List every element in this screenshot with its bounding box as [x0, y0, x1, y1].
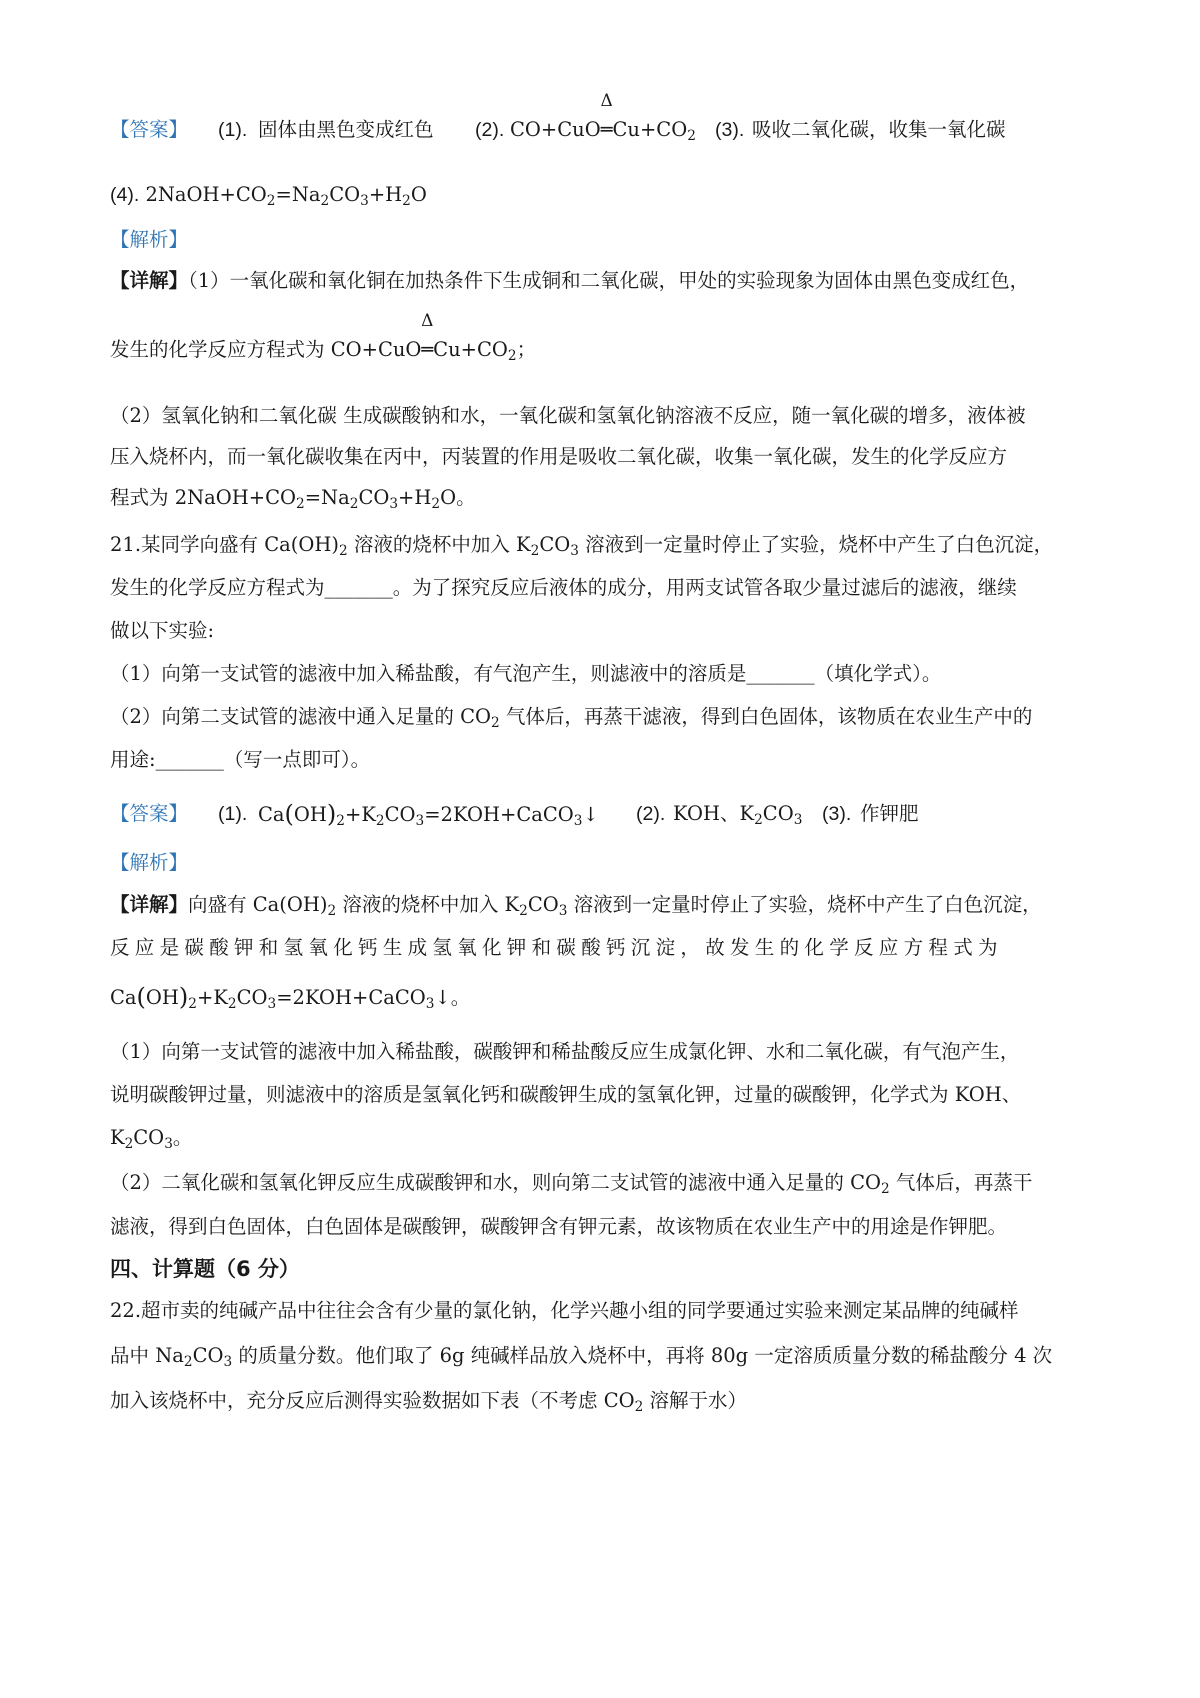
- q21-detail-line-8: 滤液，得到白色固体，白色固体是碳酸钾，碳酸钾含有钾元素，故该物质在农业生产中的用途是作钾肥。: [110, 1215, 1008, 1238]
- answer-1-text: 固体由黑色变成红色: [258, 118, 434, 141]
- q21-detail-line-2: 反应是碳酸钾和氢氧化钙生成氢氧化钾和碳酸钙沉淀，故发生的化学反应方程式为: [110, 936, 1003, 959]
- detail-tag: 【详解】: [110, 270, 189, 292]
- section-heading: 四、计算题（6 分）: [110, 1257, 300, 1281]
- q21-line-2: 发生的化学反应方程式为_______。为了探究反应后液体的成分，用两支试管各取少量过滤后的滤液，继续: [110, 576, 1017, 599]
- answer-number-1: (1).: [218, 119, 248, 141]
- q21-detail-line-7: （2）二氧化碳和氢氧化钾反应生成碳酸钾和水，则向第二支试管的滤液中通入足量的 $CO_2$ 气体后，再蒸干: [110, 1171, 1033, 1197]
- heat-condition-symbol: Δ: [600, 91, 613, 111]
- q21-detail-line-1: 【详解】向盛有 $Ca(OH)_2$ 溶液的烧杯中加入 $K_2CO_3$ 溶液到一定量时停止了实验，烧杯中产生了白色沉淀，: [110, 893, 1042, 919]
- answer-number-3: (3).: [715, 119, 745, 141]
- analysis-tag: 【解析】: [110, 851, 189, 874]
- q21-line-4: （1）向第一支试管的滤液中加入稀盐酸，有气泡产生，则滤液中的溶质是_______（填化学式）。: [110, 662, 942, 685]
- answer-number-3: (3).: [822, 803, 852, 825]
- q21-line-6: 用途:_______（写一点即可）。: [110, 748, 371, 771]
- detail-tag: 【详解】: [110, 894, 189, 916]
- q22-line-3: 加入该烧杯中，充分反应后测得实验数据如下表（不考虑 $CO_2$ 溶解于水）: [110, 1389, 747, 1415]
- answer-4-equation: $2NaOH+CO_2=Na_2CO_3+H_2O$: [145, 183, 427, 209]
- answer-number-2: (2).: [636, 803, 666, 825]
- analysis-tag: 【解析】: [110, 228, 189, 251]
- q21-detail-line-4: （1）向第一支试管的滤液中加入稀盐酸，碳酸钾和稀盐酸反应生成氯化钾、水和二氧化碳，有气泡产生，: [110, 1040, 1020, 1063]
- answer-tag: 【答案】: [110, 118, 189, 141]
- answer-number-4: (4).: [110, 184, 140, 206]
- heat-condition-symbol: Δ: [421, 311, 434, 331]
- detail-paragraph-2-line-1: （2）氢氧化钠和二氧化碳 生成碳酸钠和水，一氧化碳和氢氧化钠溶液不反应，随一氧化碳的增多，液体被: [110, 404, 1026, 427]
- q21-detail-line-6: $K_2CO_3$。: [110, 1126, 193, 1152]
- q21-detail-line-3: $Ca(OH)_2+K_2CO_3=2KOH+CaCO_3↓$。: [110, 983, 471, 1012]
- answer-1-equation: $Ca(OH)_2+K_2CO_3=2KOH+CaCO_3↓$: [258, 800, 599, 829]
- q22-line-2: 品中 $Na_2CO_3$ 的质量分数。他们取了 6g 纯碱样品放入烧杯中，再将 80g 一定溶质质量分数的稀盐酸分 4 次: [110, 1344, 1053, 1370]
- q22-line-1: 22.超市卖的纯碱产品中往往会含有少量的氯化钠，化学兴趣小组的同学要通过实验来测定某品牌的纯碱样: [110, 1299, 1019, 1322]
- q21-line-5: （2）向第二支试管的滤液中通入足量的 $CO_2$ 气体后，再蒸干滤液，得到白色固体，该物质在农业生产中的: [110, 705, 1033, 731]
- detail-paragraph-2-line-3: 程式为 $2NaOH+CO_2=Na_2CO_3+H_2O$。: [110, 486, 476, 512]
- q20-answer-line-2: [110, 181, 1090, 209]
- q21-line-1: 21.某同学向盛有 $Ca(OH)_2$ 溶液的烧杯中加入 $K_2CO_3$ 溶液到一定量时停止了实验，烧杯中产生了白色沉淀，: [110, 533, 1054, 559]
- answer-number-1: (1).: [218, 803, 248, 825]
- answer-3-text: 作钾肥: [860, 802, 919, 825]
- answer-tag: 【答案】: [110, 802, 189, 825]
- answer-2-equation: CO+CuO Δ $═Cu+CO_2$: [510, 91, 696, 144]
- q21-detail-line-5: 说明碳酸钾过量，则滤液中的溶质是氢氧化钙和碳酸钾生成的氢氧化钾，过量的碳酸钾，化学式为 KOH、: [110, 1083, 1022, 1106]
- answer-2-text: KOH、$K_2CO_3$: [673, 802, 803, 828]
- answer-3-text: 吸收二氧化碳，收集一氧化碳: [752, 118, 1006, 141]
- detail-paragraph-1-line-1: 【详解】（1）一氧化碳和氧化铜在加热条件下生成铜和二氧化碳，甲处的实验现象为固体由黑色变成红色，: [110, 269, 1030, 292]
- q21-line-3: 做以下实验:: [110, 619, 215, 642]
- detail-paragraph-1-line-2: 发生的化学反应方程式为 CO+CuO Δ $═Cu+CO_2$；: [110, 311, 537, 364]
- answer-number-2: (2).: [475, 119, 505, 141]
- detail-paragraph-2-line-2: 压入烧杯内，而一氧化碳收集在丙中，丙装置的作用是吸收二氧化碳，收集一氧化碳，发生的化学反应方: [110, 445, 1008, 468]
- precipitate-arrow: ↓: [582, 803, 599, 826]
